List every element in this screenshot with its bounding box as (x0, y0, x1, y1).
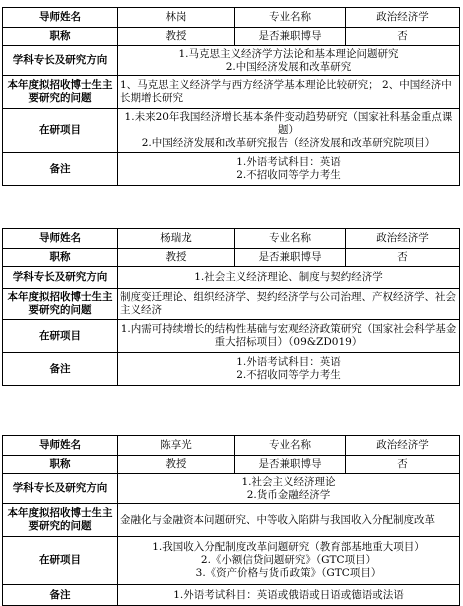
major-label: 专业名称 (235, 229, 346, 249)
specialty-value (118, 267, 460, 289)
projects-label: 在研项目 (3, 320, 118, 353)
major-label: 专业名称 (235, 436, 346, 456)
note-item: 1.外语考试科目：英语 (236, 156, 341, 168)
specialty-value (118, 46, 460, 76)
title-value: 教授 (118, 249, 235, 267)
note-item: 1.外语考试科目：英语或俄语或日语或德语或法语 (173, 588, 404, 601)
part-time-value: 否 (346, 249, 460, 267)
title-value: 教授 (118, 456, 235, 474)
supervisor-name-label: 导师姓名 (3, 8, 118, 28)
specialty-label: 学科专长及研究方向 (3, 474, 118, 504)
note-item: 2.不招收同等学力考生 (236, 169, 341, 181)
supervisor-name-label: 导师姓名 (3, 436, 118, 456)
plan-label-text: 本年度拟招收博士生主要研究的问题 (7, 507, 113, 532)
plan-label (3, 289, 118, 320)
projects-label: 在研项目 (3, 109, 118, 153)
supervisor-name-value: 杨瑞龙 (118, 229, 235, 249)
supervisor-name-value: 陈享光 (118, 436, 235, 456)
plan-label-text: 本年度拟招收博士生主要研究的问题 (7, 291, 113, 316)
plan-value (118, 76, 460, 109)
project-item: 3.《资产价格与货币政策》（GTC项目） (195, 567, 382, 579)
specialty-line: 2.中国经济发展和改革研究 (225, 60, 352, 73)
notes-label: 备注 (3, 585, 118, 606)
supervisor-table-3 (2, 435, 460, 606)
plan-text: 1、马克思主义经济学与西方经济学基本理论比较研究； 2、中国经济中长期增长研究 (120, 79, 452, 104)
major-value: 政治经济学 (346, 436, 460, 456)
supervisor-name-value: 林岗 (118, 8, 235, 28)
note-item: 1.外语考试科目：英语 (236, 356, 341, 368)
title-label: 职称 (3, 28, 118, 46)
notes-value (118, 353, 460, 386)
major-value: 政治经济学 (346, 229, 460, 249)
part-time-label: 是否兼职博导 (235, 456, 346, 474)
plan-value (118, 289, 460, 320)
project-item: 2.中国经济发展和改革研究报告（经济发展和改革研究院项目） (141, 137, 436, 149)
major-value: 政治经济学 (346, 8, 460, 28)
specialty-line: 2.货币金融经济学 (246, 488, 331, 501)
project-item: 2.《小额信贷问题研究》（GTC项目） (200, 554, 377, 566)
notes-label: 备注 (3, 153, 118, 186)
notes-label: 备注 (3, 353, 118, 386)
projects-value (118, 320, 460, 353)
plan-value (118, 504, 460, 537)
projects-value (118, 537, 460, 585)
plan-label (3, 76, 118, 109)
supervisor-table-1 (2, 7, 460, 186)
specialty-line: 1.马克思主义经济学方法论和基本理论问题研究 (178, 47, 399, 60)
specialty-value (118, 474, 460, 504)
part-time-value: 否 (346, 28, 460, 46)
supervisor-name-label: 导师姓名 (3, 229, 118, 249)
plan-text: 金融化与金融资本问题研究、中等收入陷阱与我国收入分配制度改革 (120, 513, 435, 526)
note-item: 2.不招收同等学力考生 (236, 369, 341, 381)
title-label: 职称 (3, 456, 118, 474)
projects-label: 在研项目 (3, 537, 118, 585)
specialty-line: 1.社会主义经济理论 (241, 475, 336, 488)
plan-label (3, 504, 118, 537)
title-label: 职称 (3, 249, 118, 267)
project-item: 1.我国收入分配制度改革问题研究（教育部基地重大项目） (152, 541, 425, 553)
major-label: 专业名称 (235, 8, 346, 28)
project-item: 1.内需可持续增长的结构性基础与宏观经济政策研究（国家社会科学基金重大招标项目）（09&ZD019） (120, 323, 457, 348)
plan-label-text: 本年度拟招收博士生主要研究的问题 (7, 79, 113, 104)
specialty-line: 1.社会主义经济理论、制度与契约经济学 (194, 271, 383, 283)
part-time-label: 是否兼职博导 (235, 28, 346, 46)
supervisor-table-2 (2, 228, 460, 386)
title-value: 教授 (118, 28, 235, 46)
projects-value (118, 109, 460, 153)
plan-text: 制度变迁理论、组织经济学、契约经济学与公司治理、产权经济学、社会主义经济 (120, 291, 456, 316)
specialty-label: 学科专长及研究方向 (3, 267, 118, 289)
specialty-label: 学科专长及研究方向 (3, 46, 118, 76)
project-item: 1.未来20年我国经济增长基本条件变动趋势研究（国家社科基金重点课题） (124, 111, 453, 136)
part-time-value: 否 (346, 456, 460, 474)
part-time-label: 是否兼职博导 (235, 249, 346, 267)
notes-value (118, 585, 460, 606)
notes-value (118, 153, 460, 186)
